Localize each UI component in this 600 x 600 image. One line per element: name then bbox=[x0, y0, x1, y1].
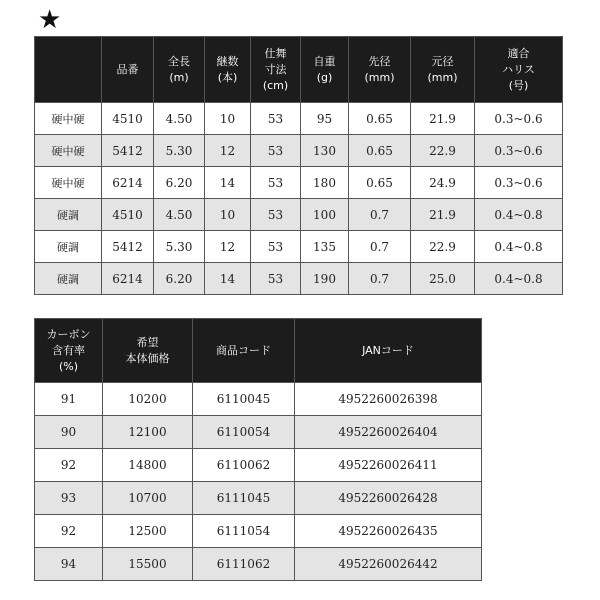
price-header-cell: 商品コード bbox=[193, 319, 295, 383]
table-cell: 硬調 bbox=[35, 263, 102, 295]
table-cell: 10200 bbox=[103, 383, 193, 416]
table-cell: 4952260026442 bbox=[295, 548, 482, 581]
table-cell: 10700 bbox=[103, 482, 193, 515]
price-header-cell: カーボン 含有率 (%) bbox=[35, 319, 103, 383]
price-header-row bbox=[35, 319, 482, 383]
table-cell: 0.3~0.6 bbox=[475, 167, 563, 199]
table-cell: 53 bbox=[251, 103, 301, 135]
table-cell: 0.65 bbox=[349, 135, 411, 167]
price-table bbox=[34, 318, 482, 581]
table-cell: 14800 bbox=[103, 449, 193, 482]
table-cell: 0.7 bbox=[349, 231, 411, 263]
table-cell: 0.7 bbox=[349, 263, 411, 295]
spec-header-cell: 全長 (m) bbox=[154, 37, 205, 103]
table-cell: 6.20 bbox=[154, 263, 205, 295]
spec-header-row bbox=[35, 37, 563, 103]
table-cell: 硬中硬 bbox=[35, 103, 102, 135]
table-row bbox=[35, 482, 482, 515]
table-cell: 190 bbox=[301, 263, 349, 295]
table-cell: 90 bbox=[35, 416, 103, 449]
table-cell: 5.30 bbox=[154, 231, 205, 263]
table-row bbox=[35, 263, 563, 295]
table-cell: 25.0 bbox=[411, 263, 475, 295]
table-cell: 0.65 bbox=[349, 167, 411, 199]
table-cell: 4952260026428 bbox=[295, 482, 482, 515]
table-cell: 4952260026411 bbox=[295, 449, 482, 482]
spec-header-cell: 元径 (mm) bbox=[411, 37, 475, 103]
spec-header-cell: 継数 (本) bbox=[205, 37, 251, 103]
spec-header-cell: 先径 (mm) bbox=[349, 37, 411, 103]
table-cell: 53 bbox=[251, 263, 301, 295]
table-cell: 180 bbox=[301, 167, 349, 199]
table-cell: 15500 bbox=[103, 548, 193, 581]
table-cell: 12100 bbox=[103, 416, 193, 449]
table-row bbox=[35, 383, 482, 416]
table-cell: 0.7 bbox=[349, 199, 411, 231]
table-cell: 0.3~0.6 bbox=[475, 103, 563, 135]
spec-header-cell bbox=[35, 37, 102, 103]
table-cell: 24.9 bbox=[411, 167, 475, 199]
table-cell: 12 bbox=[205, 231, 251, 263]
table-cell: 6111062 bbox=[193, 548, 295, 581]
table-row bbox=[35, 515, 482, 548]
table-row bbox=[35, 167, 563, 199]
price-header-cell: JANコード bbox=[295, 319, 482, 383]
spec-header-cell: 適合 ハリス (号) bbox=[475, 37, 563, 103]
table-cell: 21.9 bbox=[411, 199, 475, 231]
table-cell: 95 bbox=[301, 103, 349, 135]
table-row bbox=[35, 416, 482, 449]
table-cell: 94 bbox=[35, 548, 103, 581]
table-cell: 92 bbox=[35, 515, 103, 548]
table-cell: 5.30 bbox=[154, 135, 205, 167]
table-cell: 4510 bbox=[102, 199, 154, 231]
table-cell: 53 bbox=[251, 199, 301, 231]
table-cell: 6110045 bbox=[193, 383, 295, 416]
table-cell: 91 bbox=[35, 383, 103, 416]
table-cell: 92 bbox=[35, 449, 103, 482]
spec-table bbox=[34, 36, 563, 295]
spec-header-cell: 品番 bbox=[102, 37, 154, 103]
table-cell: 6110054 bbox=[193, 416, 295, 449]
table-cell: 5412 bbox=[102, 231, 154, 263]
table-row bbox=[35, 449, 482, 482]
table-cell: 5412 bbox=[102, 135, 154, 167]
table-cell: 22.9 bbox=[411, 135, 475, 167]
table-cell: 0.4~0.8 bbox=[475, 263, 563, 295]
table-cell: 100 bbox=[301, 199, 349, 231]
table-cell: 14 bbox=[205, 167, 251, 199]
table-row bbox=[35, 135, 563, 167]
table-cell: 14 bbox=[205, 263, 251, 295]
table-cell: 6111045 bbox=[193, 482, 295, 515]
table-cell: 硬中硬 bbox=[35, 167, 102, 199]
table-cell: 22.9 bbox=[411, 231, 475, 263]
spec-header-cell: 自重 (g) bbox=[301, 37, 349, 103]
star-icon: ★ bbox=[38, 5, 62, 35]
table-cell: 10 bbox=[205, 199, 251, 231]
table-cell: 硬調 bbox=[35, 199, 102, 231]
table-cell: 53 bbox=[251, 231, 301, 263]
table-cell: 6214 bbox=[102, 263, 154, 295]
table-cell: 12500 bbox=[103, 515, 193, 548]
table-row bbox=[35, 103, 563, 135]
table-cell: 4952260026435 bbox=[295, 515, 482, 548]
table-cell: 6.20 bbox=[154, 167, 205, 199]
table-cell: 12 bbox=[205, 135, 251, 167]
table-row bbox=[35, 199, 563, 231]
table-cell: 6111054 bbox=[193, 515, 295, 548]
table-row bbox=[35, 548, 482, 581]
table-cell: 135 bbox=[301, 231, 349, 263]
table-cell: 21.9 bbox=[411, 103, 475, 135]
table-cell: 硬調 bbox=[35, 231, 102, 263]
table-cell: 0.3~0.6 bbox=[475, 135, 563, 167]
price-header-cell: 希望 本体価格 bbox=[103, 319, 193, 383]
spec-header-cell: 仕舞 寸法 (cm) bbox=[251, 37, 301, 103]
table-cell: 4.50 bbox=[154, 199, 205, 231]
table-cell: 6110062 bbox=[193, 449, 295, 482]
table-cell: 0.4~0.8 bbox=[475, 231, 563, 263]
table-cell: 0.4~0.8 bbox=[475, 199, 563, 231]
table-cell: 4.50 bbox=[154, 103, 205, 135]
table-cell: 130 bbox=[301, 135, 349, 167]
table-row bbox=[35, 231, 563, 263]
table-cell: 93 bbox=[35, 482, 103, 515]
table-cell: 4952260026398 bbox=[295, 383, 482, 416]
table-cell: 53 bbox=[251, 135, 301, 167]
table-cell: 4510 bbox=[102, 103, 154, 135]
table-cell: 6214 bbox=[102, 167, 154, 199]
table-cell: 0.65 bbox=[349, 103, 411, 135]
table-cell: 10 bbox=[205, 103, 251, 135]
table-cell: 4952260026404 bbox=[295, 416, 482, 449]
table-cell: 53 bbox=[251, 167, 301, 199]
table-cell: 硬中硬 bbox=[35, 135, 102, 167]
